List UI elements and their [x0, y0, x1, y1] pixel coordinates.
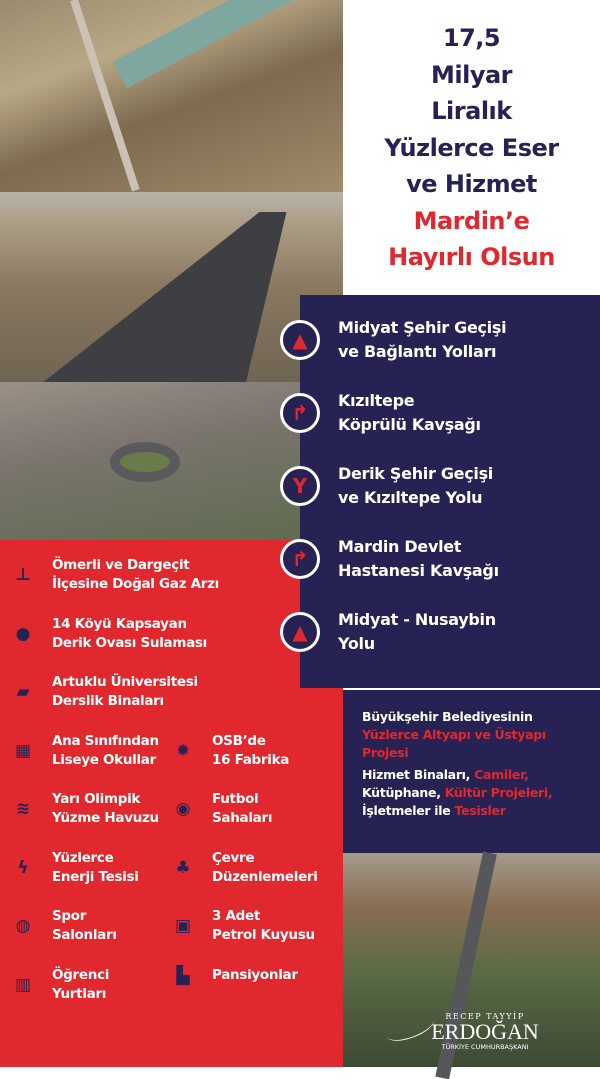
highway-icon: ▲: [280, 612, 320, 652]
item-line: Öğrenci: [52, 966, 110, 983]
item-line: 16 Fabrika: [212, 751, 290, 768]
item-line: Yüzlerce: [52, 849, 114, 866]
service-item: [172, 966, 298, 986]
headline-line: ve Hizmet: [406, 170, 537, 198]
graduation-cap-icon: ▰: [16, 682, 30, 702]
gas-valve-icon: ⊥: [15, 565, 31, 585]
municipality-highlight: Yüzlerce Altyapı ve Üstyapı Projesi: [362, 727, 546, 760]
highway-icon: ▲: [280, 320, 320, 360]
item-line: Ana Sınıfından: [52, 732, 159, 749]
text: Kütüphane,: [362, 785, 441, 800]
text: İşletmeler ile: [362, 803, 451, 818]
item-line: Düzenlemeleri: [212, 868, 318, 885]
item-line: Yüzme Havuzu: [52, 810, 159, 826]
item-line: Mardin Devlet: [338, 537, 462, 556]
municipality-title: Büyükşehir Belediyesinin: [362, 709, 533, 724]
headline: [343, 20, 600, 276]
swimmer-icon: ≋: [15, 799, 31, 819]
item-line: Yarı Olimpik: [52, 791, 141, 807]
signature-role: TÜRKİYE CUMHURBAŞKANI: [441, 1043, 529, 1051]
item-line: Futbol: [212, 791, 259, 807]
item-line: Çevre: [212, 849, 255, 866]
item-line: Salonları: [52, 927, 117, 943]
signature-first-name: RECEP TAYYİP: [445, 1012, 525, 1021]
building-icon: ▙: [176, 965, 190, 986]
football-icon: ◉: [175, 799, 191, 819]
signature: [385, 1012, 585, 1051]
item-line: OSB’de: [212, 732, 266, 749]
item-line: 3 Adet: [212, 908, 261, 924]
service-item: [12, 849, 139, 887]
service-item: [12, 615, 207, 653]
item-line: Derik Şehir Geçişi: [338, 464, 493, 483]
lightning-icon: ϟ: [17, 857, 29, 878]
municipality-text-2: [362, 766, 592, 820]
text: Hizmet Binaları,: [362, 767, 471, 782]
road-project-item: [280, 316, 506, 364]
item-line: Spor: [52, 908, 87, 924]
item-line: Derik Ovası Sulaması: [52, 634, 207, 651]
service-item: [172, 790, 272, 828]
water-drop-icon: ●: [15, 623, 31, 644]
school-icon: ▦: [14, 740, 32, 761]
item-line: 14 Köyü Kapsayan: [52, 615, 187, 632]
road-project-item: [280, 535, 499, 583]
item-line: Artuklu Üniversitesi: [52, 674, 198, 690]
item-line: Kızıltepe: [338, 391, 415, 410]
item-line: Pansiyonlar: [212, 967, 298, 983]
item-line: Midyat Şehir Geçişi: [338, 318, 507, 337]
item-line: ve Kızıltepe Yolu: [338, 488, 483, 507]
service-item: [172, 849, 318, 887]
service-item: [12, 966, 109, 1004]
text-highlight: Tesisler: [454, 803, 506, 818]
service-item: [12, 790, 159, 828]
text-highlight: Kültür Projeleri,: [444, 785, 553, 800]
road-project-item: [280, 462, 493, 510]
basketball-icon: ◍: [15, 916, 31, 936]
photo-irrigation-canal: [0, 0, 343, 192]
dormitory-icon: ▥: [14, 974, 32, 995]
item-line: ve Bağlantı Yolları: [338, 342, 497, 361]
item-line: İlçesine Doğal Gaz Arzı: [52, 576, 219, 592]
item-line: Yurtları: [52, 985, 107, 1002]
service-item: [172, 907, 315, 945]
item-line: Köprülü Kavşağı: [338, 415, 481, 434]
item-line: Midyat - Nusaybin: [338, 610, 496, 629]
headline-line: 17,5: [442, 24, 501, 52]
item-line: Sahaları: [212, 810, 273, 826]
item-line: Enerji Tesisi: [52, 868, 139, 885]
service-item: [12, 907, 117, 945]
gear-icon: ✹: [175, 740, 191, 761]
junction-arrow-icon: ↱: [280, 393, 320, 433]
signature-surname: ERDOĞAN: [431, 1019, 539, 1044]
service-item: [12, 556, 219, 594]
service-item: [12, 673, 198, 711]
item-line: Liseye Okullar: [52, 751, 156, 768]
headline-line: Liralık: [431, 97, 512, 125]
headline-line: Milyar: [430, 60, 512, 89]
junction-arrow-icon: ↱: [280, 539, 320, 579]
y-junction-icon: Y: [280, 466, 320, 506]
tree-icon: ♣: [175, 857, 191, 878]
road-project-item: [280, 608, 496, 656]
road-project-item: [280, 389, 481, 437]
service-item: [172, 732, 289, 770]
municipality-text-1: [362, 708, 592, 762]
text-highlight: Camiler,: [474, 767, 529, 782]
oil-barrel-icon: ▣: [174, 916, 192, 936]
headline-highlight: Mardin’e: [413, 206, 530, 235]
item-line: Hastanesi Kavşağı: [338, 561, 499, 580]
headline-highlight: Hayırlı Olsun: [388, 243, 555, 271]
item-line: Derslik Binaları: [52, 693, 164, 709]
service-item: [12, 732, 159, 770]
headline-line: Yüzlerce Eser: [384, 133, 559, 162]
item-line: Ömerli ve Dargeçit: [52, 557, 190, 573]
item-line: Petrol Kuyusu: [212, 927, 315, 943]
item-line: Yolu: [338, 634, 375, 653]
